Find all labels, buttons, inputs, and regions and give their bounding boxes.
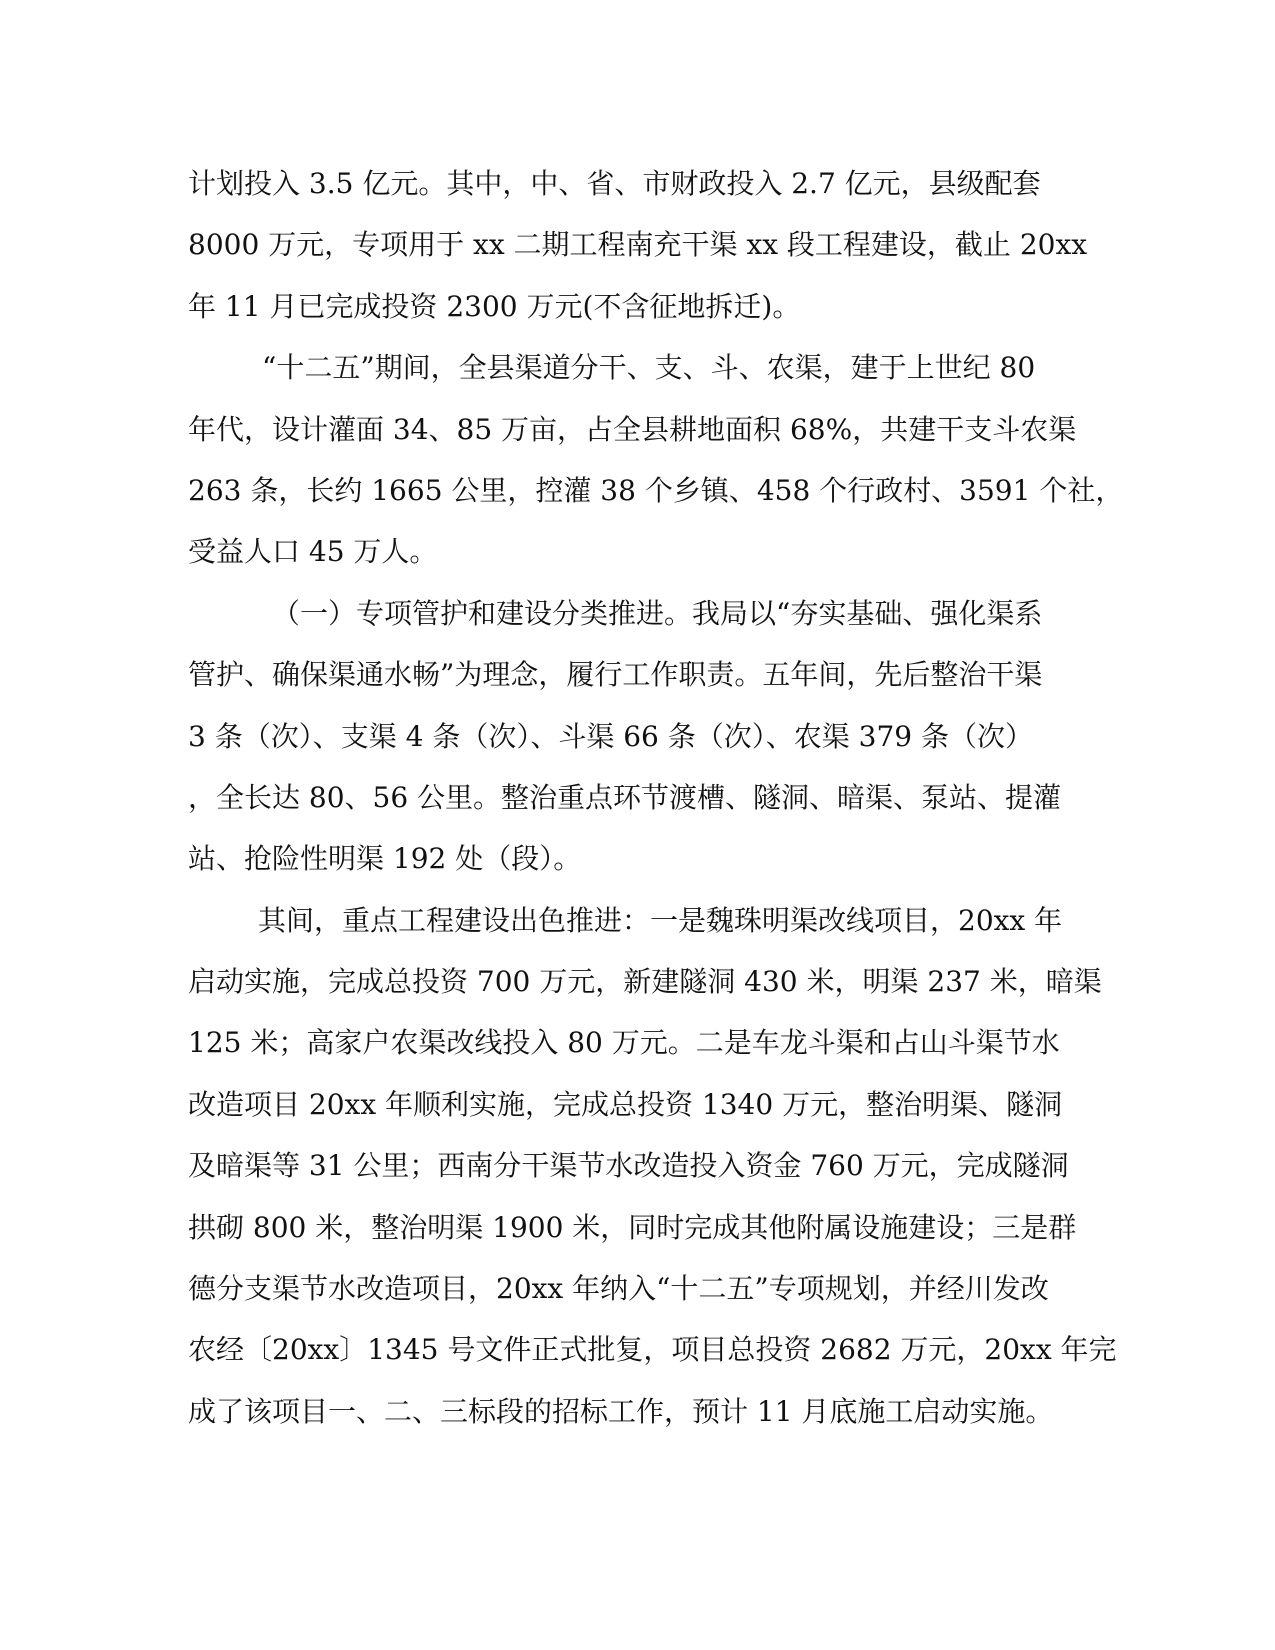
text-line: 德分支渠节水改造项目，20xx 年纳入“十二五”专项规划，并经川发改 — [188, 1272, 1049, 1306]
text-line: 263 条，长约 1665 公里，控灌 38 个乡镇、458 个行政村、3591 个社， — [188, 473, 1124, 507]
text-line: 及暗渠等 31 公里；西南分干渠节水改造投入资金 760 万元，完成隧洞 — [188, 1149, 1069, 1183]
paragraph-maintenance — [188, 594, 1088, 901]
text-line: 农经〔20xx〕1345 号文件正式批复，项目总投资 2682 万元，20xx 年完 — [188, 1333, 1117, 1367]
paragraph-canal-overview — [188, 348, 1124, 594]
text-line: 计划投入 3.5 亿元。其中，中、省、市财政投入 2.7 亿元，县级配套 — [188, 167, 1041, 200]
text-line: 改造项目 20xx 年顺利实施，完成总投资 1340 万元，整治明渠、隧洞 — [188, 1087, 1063, 1121]
text-line: “十二五”期间，全县渠道分干、支、斗、农渠，建于上世纪 80 — [262, 351, 1036, 385]
text-line: 启动实施，完成总投资 700 万元，新建隧洞 430 米，明渠 237 米，暗渠 — [188, 965, 1102, 999]
text-line: 年 11 月已完成投资 2300 万元(不含征地拆迁)。 — [188, 289, 801, 323]
paragraph-investment — [188, 164, 1088, 348]
text-line: 成了该项目一、二、三标段的招标工作，预计 11 月底施工启动实施。 — [188, 1394, 1054, 1428]
text-line: 受益人口 45 万人。 — [188, 535, 438, 569]
document-body — [188, 164, 1124, 1453]
text-line: 年代，设计灌面 34、85 万亩，占全县耕地面积 68%，共建干支斗农渠 — [188, 412, 1077, 446]
text-line: 3 条（次）、支渠 4 条（次）、斗渠 66 条（次）、农渠 379 条（次） — [188, 719, 1034, 753]
text-line: 拱砌 800 米，整治明渠 1900 米，同时完成其他附属设施建设；三是群 — [188, 1210, 1077, 1244]
text-line: 管护、确保渠通水畅”为理念，履行工作职责。五年间，先后整治干渠 — [188, 658, 1043, 692]
text-line: ，全长达 80、56 公里。整治重点环节渡槽、隧洞、暗渠、泵站、提灌 — [188, 780, 1062, 814]
text-line: 125 米；高家户农渠改线投入 80 万元。二是车龙斗渠和占山斗渠节水 — [188, 1026, 1060, 1060]
paragraph-key-projects — [188, 901, 1117, 1454]
text-line: 其间，重点工程建设出色推进：一是魏珠明渠改线项目，20xx 年 — [258, 903, 1063, 937]
text-line: 站、抢险性明渠 192 处（段）。 — [188, 842, 582, 876]
text-line: （一）专项管护和建设分类推进。我局以“夯实基础、强化渠系 — [272, 596, 1043, 630]
text-line: 8000 万元，专项用于 xx 二期工程南充干渠 xx 段工程建设，截止 20xx — [188, 228, 1088, 262]
